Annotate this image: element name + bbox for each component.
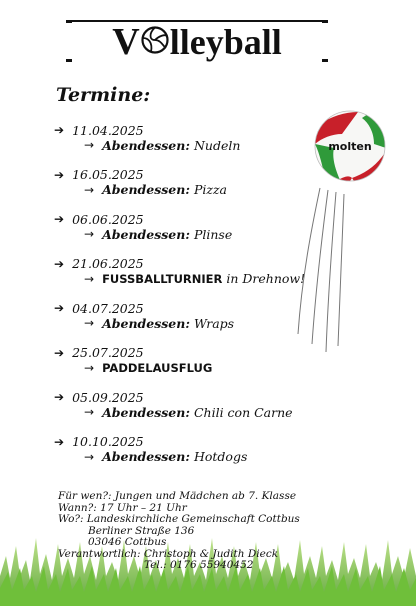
list-item <box>54 434 354 479</box>
item-label: Abendessen: <box>102 315 190 331</box>
arrow-right-icon: ➔ <box>54 212 65 226</box>
volleyball-icon <box>141 26 169 54</box>
title-prefix: V <box>112 21 140 63</box>
event-date: 25.07.2025 <box>72 345 144 360</box>
item-value: Nudeln <box>193 137 241 153</box>
item-label: Abendessen: <box>102 404 190 420</box>
motion-trail-lines <box>290 186 350 356</box>
arrow-right-icon: → <box>84 405 95 419</box>
arrow-right-icon: ➔ <box>54 167 65 182</box>
info-city: 03046 Cottbus <box>88 536 167 548</box>
info-where: Wo?: Landeskirchliche Gemeinschaft Cottbus <box>58 513 300 525</box>
info-street: Berliner Straße 136 <box>88 524 195 537</box>
arrow-right-icon: → <box>84 271 95 286</box>
arrow-right-icon: ➔ <box>54 434 65 449</box>
arrow-right-icon: → <box>84 138 95 152</box>
volleyball-illustration <box>312 108 388 184</box>
item-value: Chili con Carne <box>193 404 293 420</box>
arrow-right-icon: → <box>84 227 95 241</box>
event-date: 16.05.2025 <box>72 167 144 182</box>
ball-brand-text: molten <box>328 140 372 153</box>
info-when: Wann?: 17 Uhr – 21 Uhr <box>58 501 187 514</box>
title-banner <box>66 18 328 64</box>
arrow-right-icon: → <box>84 316 95 330</box>
info-phone: Tel.: 0176 55940452 <box>144 559 254 571</box>
list-item <box>54 389 354 434</box>
event-date: 10.10.2025 <box>72 434 144 449</box>
item-label: Abendessen: <box>102 449 190 464</box>
list-item <box>54 122 354 167</box>
arrow-right-icon: ➔ <box>54 301 65 315</box>
item-value: in Drehnow! <box>226 271 306 286</box>
item-label: Abendessen: <box>102 182 190 197</box>
arrow-right-icon: → <box>84 360 95 375</box>
page-title <box>72 22 322 62</box>
item-value: Plinse <box>193 226 233 242</box>
info-responsible: Verantwortlich: Christoph & Judith Dieck <box>58 547 279 560</box>
arrow-right-icon: → <box>84 449 95 464</box>
item-value: Hotdogs <box>193 449 248 464</box>
item-event: FUSSBALLTURNIER <box>102 271 223 286</box>
arrow-right-icon: ➔ <box>54 123 65 137</box>
arrow-right-icon: ➔ <box>54 345 65 360</box>
title-suffix: lleyball <box>169 22 282 62</box>
arrow-right-icon: ➔ <box>54 390 65 404</box>
termine-heading: Termine: <box>56 84 151 106</box>
item-label: Abendessen: <box>102 137 190 153</box>
item-label: Abendessen: <box>102 226 190 242</box>
event-date: 21.06.2025 <box>72 256 144 271</box>
event-date: 04.07.2025 <box>72 300 144 316</box>
event-date: 06.06.2025 <box>72 211 144 227</box>
info-who: Für wen?: Jungen und Mädchen ab 7. Klasse <box>58 490 297 502</box>
item-value: Wraps <box>193 315 235 331</box>
arrow-right-icon: → <box>84 182 95 197</box>
info-block <box>58 491 398 572</box>
event-date: 11.04.2025 <box>72 122 144 138</box>
item-event: PADDELAUSFLUG <box>102 360 213 375</box>
item-value: Pizza <box>193 182 228 197</box>
event-date: 05.09.2025 <box>72 389 144 405</box>
arrow-right-icon: ➔ <box>54 256 65 271</box>
